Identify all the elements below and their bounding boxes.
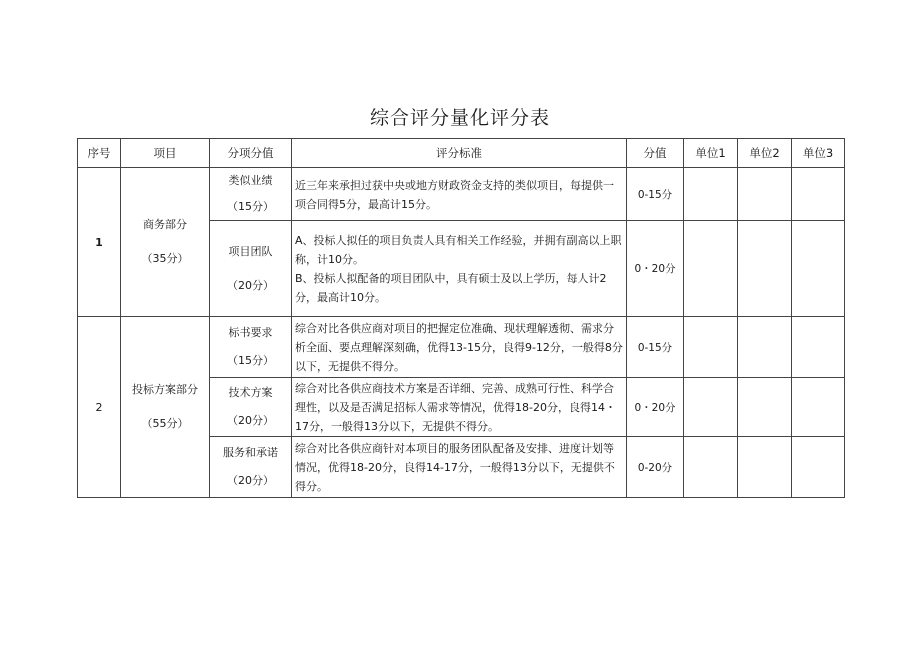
- sub-item-name: 项目团队: [228, 244, 273, 258]
- unit2-score-cell[interactable]: [738, 221, 792, 317]
- group-name: 投标方案部分: [132, 383, 198, 396]
- criteria-text: A、投标人拟任的项目负责人具有相关工作经验，并拥有副高以上职称，计10分。: [295, 234, 622, 266]
- sub-item-points: （15分）: [227, 200, 274, 213]
- group-item-cell: [121, 317, 210, 498]
- criteria-text: 近三年来承担过获中央或地方财政资金支持的类似项目，每提供一项合同得5分，最高计15分。: [295, 178, 614, 211]
- header-score: 分值: [627, 139, 684, 168]
- document-title: 综合评分量化评分表: [369, 107, 550, 129]
- table-row: [78, 168, 845, 221]
- score-range: 0・20分: [627, 378, 684, 437]
- sub-item-points: （20分）: [227, 414, 274, 427]
- unit1-score-cell[interactable]: [684, 168, 738, 221]
- header-unit2: 单位2: [738, 139, 792, 168]
- unit3-score-cell[interactable]: [792, 378, 845, 437]
- criteria-text: 综合对比各供应商对项目的把握定位准确、现状理解透彻、需求分析全面、要点理解深刻确，优得13-15分，良得9-12分，一般得8分以下，无提供不得分。: [295, 322, 623, 373]
- criteria-cell: [292, 221, 627, 317]
- table-row: [78, 317, 845, 378]
- header-unit1: 单位1: [684, 139, 738, 168]
- sub-item-cell: [210, 221, 292, 317]
- sub-item-points: （20分）: [227, 474, 274, 487]
- group-name: 商务部分: [143, 218, 187, 231]
- scoring-table: [77, 138, 845, 498]
- unit1-score-cell[interactable]: [684, 378, 738, 437]
- sub-item-points: （15分）: [227, 354, 274, 367]
- criteria-cell: [292, 437, 627, 498]
- unit2-score-cell[interactable]: [738, 317, 792, 378]
- unit3-score-cell[interactable]: [792, 437, 845, 498]
- group-number: 2: [78, 317, 121, 498]
- criteria-cell: [292, 378, 627, 437]
- criteria-cell: [292, 317, 627, 378]
- score-range: 0-20分: [627, 437, 684, 498]
- score-range: 0・20分: [627, 221, 684, 317]
- sub-item-points: （20分）: [227, 278, 274, 292]
- unit3-score-cell[interactable]: [792, 221, 845, 317]
- header-no: 序号: [78, 139, 121, 168]
- unit1-score-cell[interactable]: [684, 221, 738, 317]
- sub-item-name: 类似业绩: [228, 174, 273, 187]
- sub-item-cell: [210, 437, 292, 498]
- group-points: （35分）: [141, 252, 189, 265]
- header-item: 项目: [121, 139, 210, 168]
- sub-item-cell: [210, 168, 292, 221]
- header-sub-score: 分项分值: [210, 139, 292, 168]
- group-points: （55分）: [141, 417, 189, 430]
- header-criteria: 评分标准: [292, 139, 627, 168]
- criteria-cell: [292, 168, 627, 221]
- score-range: 0-15分: [627, 168, 684, 221]
- criteria-text: B、投标人拟配备的项目团队中，具有硕士及以上学历，每人计2分，最高计10分。: [295, 272, 607, 304]
- unit2-score-cell[interactable]: [738, 437, 792, 498]
- header-row: [78, 139, 845, 168]
- unit2-score-cell[interactable]: [738, 378, 792, 437]
- sub-item-name: 标书要求: [228, 326, 273, 339]
- unit3-score-cell[interactable]: [792, 317, 845, 378]
- sub-item-cell: [210, 317, 292, 378]
- unit1-score-cell[interactable]: [684, 317, 738, 378]
- group-item-cell: [121, 168, 210, 317]
- unit1-score-cell[interactable]: [684, 437, 738, 498]
- unit2-score-cell[interactable]: [738, 168, 792, 221]
- criteria-text: 综合对比各供应商技术方案是否详细、完善、成熟可行性、科学合理性，以及是否满足招标人需求等情况，优得18-20分，良得14・17分，一般得13分以下，无提供不得分。: [295, 382, 616, 433]
- sub-item-cell: [210, 378, 292, 437]
- sub-item-name: 技术方案: [228, 386, 273, 399]
- score-range: 0-15分: [627, 317, 684, 378]
- group-number: 1: [78, 168, 121, 317]
- unit3-score-cell[interactable]: [792, 168, 845, 221]
- header-unit3: 单位3: [792, 139, 845, 168]
- criteria-text: 综合对比各供应商针对本项目的服务团队配备及安排、进度计划等情况，优得18-20分，良得14-17分，一般得13分以下，无提供不得分。: [295, 442, 615, 493]
- sub-item-name: 服务和承诺: [223, 446, 278, 459]
